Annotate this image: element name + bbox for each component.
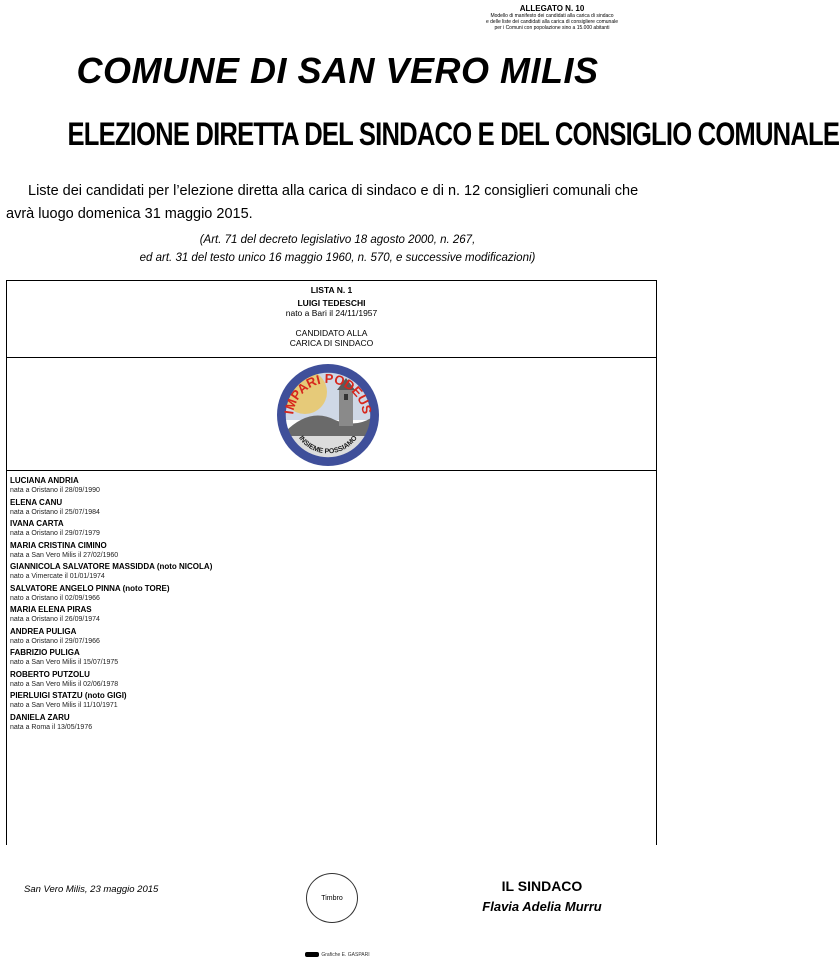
allegato-desc-1: Modello di manifesto dei candidati alla carica di sindaco: [490, 13, 614, 19]
candidate-item: [10, 519, 656, 538]
candidate-item: [10, 584, 656, 603]
legal-line-2: ed art. 31 del testo unico 16 maggio 1960, n. 570, e successive modificazioni): [139, 252, 536, 264]
candidate-name: LUCIANA ANDRIA: [10, 476, 79, 485]
candidate-name: IVANA CARTA: [10, 519, 64, 528]
candidate-name: MARIA ELENA PIRAS: [10, 605, 92, 614]
stamp-circle: Timbro: [306, 873, 358, 923]
candidate-item: [10, 627, 656, 646]
candidate-item: [10, 498, 656, 517]
candidate-birth: nato a San Vero Milis il 02/06/1978: [10, 680, 119, 688]
legal-reference: [0, 231, 675, 267]
candidate-birth: nato a Oristano il 02/09/1966: [10, 594, 100, 602]
candidate-item: [10, 541, 656, 560]
mayor-title: IL SINDACO: [501, 878, 583, 894]
candidate-item: [10, 691, 656, 710]
candidate-birth: nato a San Vero Milis il 11/10/1971: [10, 702, 118, 709]
candidate-name: PIERLUIGI STATZU (noto GIGI): [10, 691, 127, 700]
candidate-name: ELENA CANU: [10, 497, 63, 507]
printer-logo-icon: [305, 952, 319, 957]
allegato-code: ALLEGATO N. 10: [519, 4, 585, 13]
candidate-name: GIANNICOLA SALVATORE MASSIDDA (noto NICOLA): [10, 562, 213, 571]
legal-line-1: (Art. 71 del decreto legislativo 18 agosto 2000, n. 267,: [199, 234, 476, 246]
page-title: COMUNE DI SAN VERO MILIS: [76, 50, 599, 91]
candidate-birth: nata a Oristano il 26/09/1974: [10, 616, 100, 623]
list-logo: [275, 362, 381, 468]
list-number: LISTA N. 1: [310, 285, 353, 295]
candidate-item: [10, 562, 656, 581]
candidate-birth: nata a San Vero Milis il 27/02/1960: [10, 551, 119, 559]
allegato-desc-2: e delle liste dei candidati alla carica di consigliere comunale: [485, 19, 619, 25]
mayor-role-line-2: CARICA DI SINDACO: [289, 338, 374, 348]
candidate-item: [10, 670, 656, 689]
candidate-birth: nata a Oristano il 28/09/1990: [10, 487, 100, 494]
mayor-name: Flavia Adelia Murru: [482, 899, 602, 914]
candidate-birth: nata a Oristano il 29/07/1979: [10, 530, 100, 537]
candidate-name: ANDREA PULIGA: [10, 626, 77, 636]
candidate-birth: nato a Vimercate il 01/01/1974: [10, 573, 105, 580]
candidate-item: [10, 605, 656, 624]
list-box: [6, 280, 657, 845]
logo-row: [7, 358, 656, 471]
candidate-birth: nato a Oristano il 29/07/1966: [10, 637, 100, 645]
mayor-candidate-name: LUIGI TEDESCHI: [297, 298, 366, 308]
allegato-header: [457, 4, 647, 31]
mayor-signature-block: [472, 878, 612, 914]
candidate-name: ROBERTO PUTZOLU: [10, 669, 90, 679]
candidate-name: SALVATORE ANGELO PINNA (noto TORE): [10, 583, 170, 593]
candidate-birth: nato a San Vero Milis il 15/07/1975: [10, 659, 119, 666]
candidate-item: [10, 476, 656, 495]
candidate-birth: nata a Oristano il 25/07/1984: [10, 508, 100, 516]
candidates-list: [7, 471, 656, 732]
intro-text: Liste dei candidati per l’elezione diretta alla carica di sindaco e di n. 12 consiglieri comunali che avrà luogo domenica 31 maggio 2015.: [6, 183, 639, 222]
logo-text-top: IMPARI PODEUS: [281, 370, 375, 416]
mayor-role-line-1: CANDIDATO ALLA: [295, 328, 368, 338]
candidate-name: FABRIZIO PULIGA: [10, 648, 80, 657]
list-header: [7, 281, 656, 358]
printer-credit: [0, 952, 675, 958]
place-date: San Vero Milis, 23 maggio 2015: [24, 884, 159, 895]
candidate-name: DANIELA ZARU: [10, 712, 70, 722]
page-subtitle: ELEZIONE DIRETTA DEL SINDACO E DEL CONSIGLIO COMUNALE: [67, 116, 839, 152]
allegato-desc-3: per i Comuni con popolazione sino a 15.000 abitanti: [494, 25, 610, 31]
printer-name: Grafiche E. GASPARI: [321, 952, 370, 958]
logo-text-bottom: INSIEME POSSIAMO: [297, 434, 359, 456]
candidate-birth: nata a Roma il 13/05/1976: [10, 723, 93, 731]
candidate-name: MARIA CRISTINA CIMINO: [10, 540, 107, 550]
candidate-item: [10, 648, 656, 667]
candidate-item: [10, 713, 656, 732]
mayor-candidate-birth: nato a Bari il 24/11/1957: [285, 308, 378, 318]
